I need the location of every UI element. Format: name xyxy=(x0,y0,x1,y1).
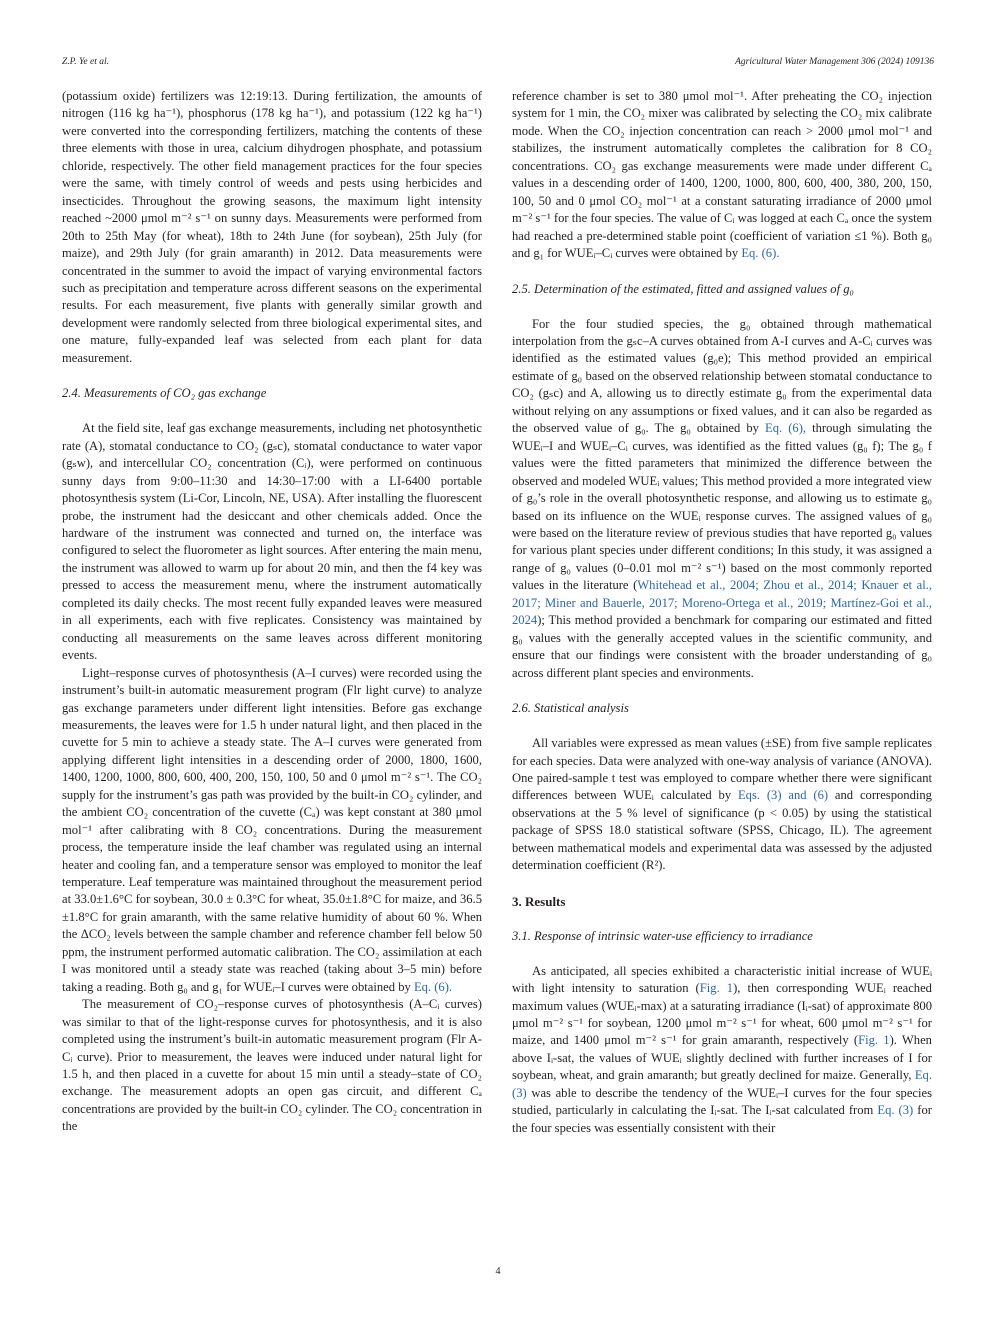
paragraph-gas-exchange: At the field site, leaf gas exchange measurements, including net photosynthetic rate (A), stomatal conductance to CO₂ (gₛc), stomatal conductance to water vapor (gₛw), and intercellular CO₂ concentration (Cᵢ), were performed on continuous sunny days from 9:00–11:30 and 14:30–17:00 with a LI-6400 portable photosynthesis system (Li-Cor, Lincoln, NE, USA). After installing the fluorescent probe, the instrument had the desiccant and other chemicals added. Once the hardware of the instrument was connected and turned on, the interface was configured to select the fluorometer as light sources. After entering the main menu, the instrument was allowed to warm up for about 20 min, and then the f4 key was pressed to access the measurement menu, where the instrument automatically completed its daily checks. The most recent fully expanded leaves were measured in all experiments, each with five replicates. Consistency was maintained by conducting all measurements on the same leaves across different monitoring events. xyxy=(62,421,482,663)
paragraph-co2-response: The measurement of CO₂–response curves of photosynthesis (A–Cᵢ curves) was similar to that of the light-response curves for photosynthesis, and it is also completed using the instrument’s built-in automatic measurement program (Flr A-Cᵢ curve). Prior to measurement, the leaves were induced under natural light for 1.5 h, and then placed in a cuvette for about 15 min until a steady–state of CO₂ exchange. The measurement adopts an open gas circuit, and different Cₐ concentrations are provided by the built-in CO₂ cylinder. The CO₂ concentration in the xyxy=(62,997,482,1134)
eq6-link-3[interactable]: Eq. (6), xyxy=(765,421,807,436)
fig1-link-2[interactable]: Fig. 1 xyxy=(858,1033,890,1048)
paragraph-reference-chamber xyxy=(512,88,932,263)
section-heading-2-5: 2.5. Determination of the estimated, fitted and assigned values of g₀ xyxy=(512,281,854,296)
fig1-link[interactable]: Fig. 1 xyxy=(699,981,734,996)
reference-chamber-text: reference chamber is set to 380 μmol mol⁻¹. After preheating the CO₂ injection system for 1 min, the CO₂ mixer was calibrated by selecting the CO₂ mix calibrate mode. When the CO₂ injection concentration can reach > 2000 μmol mol⁻¹ and stabilizes, the instrument automatically completes the calibration for 8 CO₂ concentrations. CO₂ gas exchange measurements were made under different Cₐ values in a descending order of 1400, 1200, 1000, 800, 600, 400, 380, 200, 150, 100, 50 and 0 μmol CO₂ mol⁻¹ at a constant saturating irradiance of 2000 μmol m⁻² s⁻¹ for the four species. The value of Cᵢ was logged at each Cₐ once the system had reached a pre-determined stable point (coefficient of variation ≤1 %). Both g₀ and g₁ for WUEᵢ–Cᵢ curves were obtained by xyxy=(512,89,932,261)
g0-text-a: For the four studied species, the g₀ obtained through mathematical interpolation from the gₛc–A curves obtained from A-I curves and A-Cᵢ curves was identified as the estimated values (g₀e); This method provided an empirical estimate of g₀ based on the observed relationship between stomatal conductance to CO₂ (gₛc) and A, allowing us to directly estimate g₀ from the experimental data without relying on any assumptions or fixed values, and it can also be regarded as the observed value of g₀. The g₀ obtained by xyxy=(512,316,932,436)
paragraph-fertilizers: (potassium oxide) fertilizers was 12:19:13. During fertilization, the amounts of nitrogen (116 kg ha⁻¹), phosphorus (178 kg ha⁻¹), and potassium (122 kg ha⁻¹) were converted into the corresponding fertilizers, matching the contents of these three elements with those in urea, calcium dihydrogen phosphate, and potassium chloride, respectively. The other field management practices for the four species were the same, with timely control of weeds and pests using herbicides and insecticides. Throughout the growing seasons, the maximum light intensity reached ~2000 μmol m⁻² s⁻¹ on sunny days. Measurements were performed from 20th to 25th May (for wheat), 18th to 24th June (for soybean), 25th July (for maize), and 29th July (for grain amaranth) in 2012. Data measurements were concentrated in the summer to avoid the impact of varying environmental factors such as precipitation and temperature across different seasons on the experimental results. For each measurement, five plants with generally similar growth and development were randomly selected from three biological experimental sites, and one mature, fully-expanded leaf was selected from each plant for data measurement. xyxy=(62,89,482,365)
light-response-text: Light–response curves of photosynthesis (A–I curves) were recorded using the instrument’s built-in automatic measurement program (Flr light curve) to analyze gas exchange parameters under different light intensities. Before gas exchange measurements, the leaves were for 1.5 h under natural light, and then placed in the cuvette for 5 min to achieve a steady state. The A–I curves were generated from applying different light intensities in a descending order of 2000, 1800, 1600, 1400, 1200, 1000, 800, 600, 400, 200, 150, 100, 50 and 0 μmol m⁻² s⁻¹. The CO₂ supply for the instrument’s gas path was provided by the built-in CO₂ cylinder, and the ambient CO₂ concentration of the cuvette (Cₐ) was kept constant at 380 μmol mol⁻¹ after calibrating with 8 CO₂ concentrations. During the measurement process, the temperature inside the leaf chamber was regulated using an internal heater and cooling fan, and a temperature sensor was employed to monitor the leaf temperature. Leaf temperature was maintained throughout the measurement period at 33.0±1.6°C for soybean, 30.0 ± 0.3°C for wheat, 35.0±1.8°C for maize, and 36.5 ±1.8°C for grain amaranth, with the same relative humidity of about 60 %. When the ΔCO₂ levels between the sample chamber and reference chamber fell below 50 ppm, the instrument performed automatic calibration. The CO₂ assimilation at each I was monitored until a steady state was reached (taking about 3–5 min) before taking a reading. Both g₀ and g₁ for WUEᵢ–I curves were obtained by xyxy=(62,665,482,994)
right-column xyxy=(512,88,932,1137)
section-heading-2-6: 2.6. Statistical analysis xyxy=(512,701,629,716)
running-header-authors: Z.P. Ye et al. xyxy=(62,57,109,67)
literature-citations-link[interactable]: Whitehead et al., 2004; Zhou et al., 2014; Knauer et al., 2017; Miner and Bauerle, 2017; Moreno-Ortega et al., 2019; Martínez-Goi et al., 2024 xyxy=(512,578,932,628)
section-heading-2-4: 2.4. Measurements of CO₂ gas exchange xyxy=(62,386,267,401)
wue-text-a: As anticipated, all species exhibited a characteristic initial increase of WUEᵢ with light intensity to saturation ( xyxy=(512,963,932,996)
paragraph-wue-irradiance xyxy=(512,963,932,1138)
running-header-journal: Agricultural Water Management 306 (2024) 109136 xyxy=(735,57,934,67)
eq3-link[interactable]: Eq. (3) xyxy=(512,1068,932,1100)
eqs-3-6-link[interactable]: Eqs. (3) and (6) xyxy=(737,788,829,803)
left-column xyxy=(62,88,482,1136)
g0-text-b: through simulating the WUEᵢ–I and WUEᵢ–Cᵢ curves, was identified as the fitted values (g₀ f); The g₀ f values were the fitted parameters that minimized the difference between the observed and modeled WUEᵢ values; This method provided a more integrated view of g₀’s role in the overall photosynthetic response, and allowing us to estimate g₀ based on its influence on the WUEᵢ response curves. The assigned values of g₀ were based on the literature review of previous studies that have reported g₀ values for various plant species under different conditions; In this study, it was assigned a range of g₀ values (0–0.01 mol m⁻² s⁻¹) based on the most commonly reported values in the literature ( xyxy=(512,421,932,593)
g0-text-c: ); This method provided a benchmark for comparing our estimated and fitted g₀ values with the generally accepted values in the scientific community, and ensure that our findings were consistent with the broader understanding of g₀ across different plant species and environments. xyxy=(512,613,932,680)
paragraph-g0-determination xyxy=(512,316,932,683)
wue-text-b: ), then corresponding WUEᵢ reached maximum values (WUEᵢ-max) at a saturating irradiance (Iᵢ-sat) of approximate 800 μmol m⁻² s⁻¹ for soybean, 1200 μmol m⁻² s⁻¹ for wheat, 600 μmol m⁻² s⁻¹ for maize, and 1400 μmol m⁻² s⁻¹ for grain amaranth, respectively ( xyxy=(512,981,932,1048)
section-heading-3-1: 3.1. Response of intrinsic water-use efficiency to irradiance xyxy=(512,928,813,943)
page-number: 4 xyxy=(495,1266,501,1277)
eq3-link-2[interactable]: Eq. (3) xyxy=(877,1103,914,1118)
wue-text-e: for the four species was essentially consistent with their xyxy=(512,1103,932,1135)
stats-text-a: All variables were expressed as mean values (±SE) from five sample replicates for each species. Data were analyzed with one-way analysis of variance (ANOVA). One paired-sample t test was employed to compare whether there were significant differences between WUEᵢ calculated by xyxy=(512,736,932,803)
eq6-link[interactable]: Eq. (6). xyxy=(413,979,453,994)
paragraph-statistics xyxy=(512,735,932,875)
stats-text-b: and corresponding observations at the 5 % level of significance (p < 0.05) by using the statistical package of SPSS 18.0 statistical software (SPSS, Chicago, IL). The agreement between mathematical models and experimental data was assessed by the adjusted determination coefficient (R²). xyxy=(512,788,932,873)
wue-text-d: was able to describe the tendency of the WUEᵢ–I curves for the four species studied, particularly in calculating the Iᵢ-sat. The Iᵢ-sat calculated from xyxy=(512,1085,933,1118)
eq6-link-2[interactable]: Eq. (6). xyxy=(741,246,780,261)
section-heading-3: 3. Results xyxy=(512,893,566,909)
wue-text-c: ). When above Iᵢ-sat, the values of WUEᵢ slightly declined with further increases of I for soybean, wheat, and grain amaranth; but greatly declined for maize. Generally, xyxy=(512,1033,932,1083)
paragraph-light-response xyxy=(62,665,482,997)
